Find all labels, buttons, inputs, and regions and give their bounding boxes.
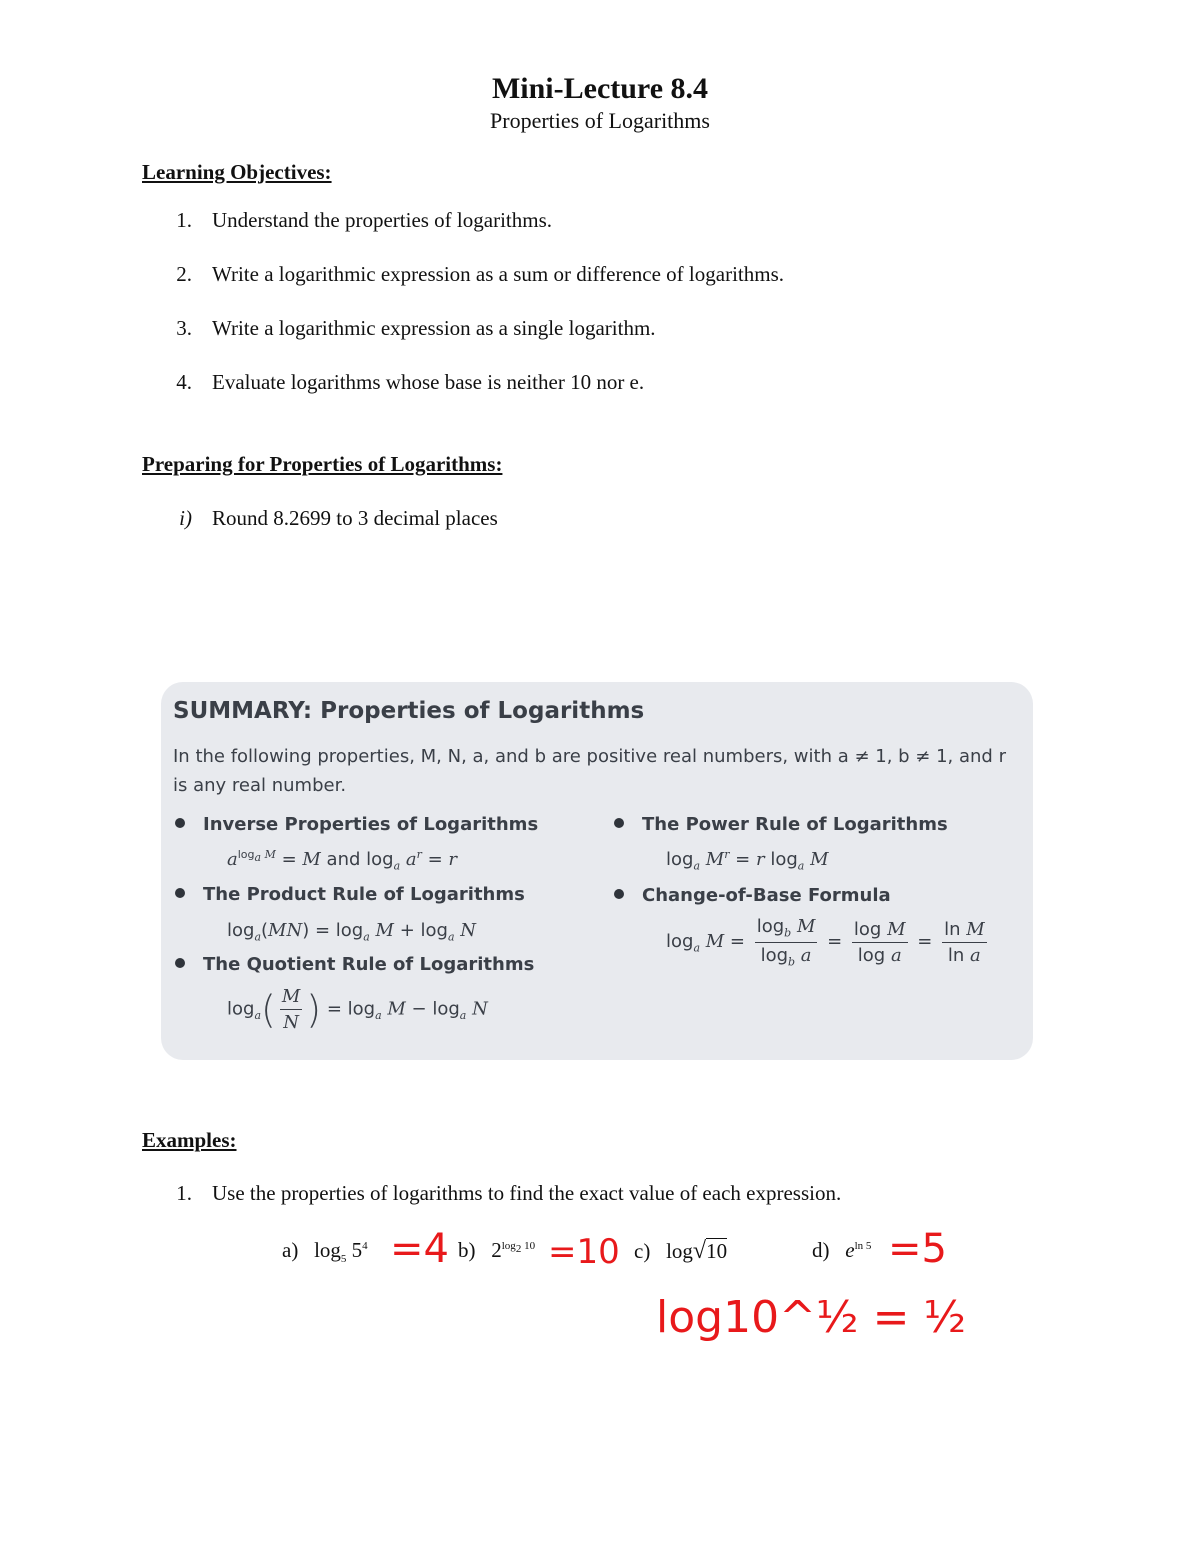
objective-item — [142, 370, 1042, 394]
formula-quotient: $\log_a$( $\frac{M}{N}$ ) = $\log_a M - \log_a N$ — [227, 986, 488, 1033]
part-label: a) — [282, 1238, 299, 1262]
part-label: b) — [458, 1238, 476, 1262]
objective-item — [142, 316, 1042, 340]
objective-text: Write a logarithmic expression as a single logarithm. — [212, 316, 656, 340]
formula-change-of-base: $\log_a M$ = $\frac{\log_b M}{\log_b a}$ = $\frac{\text{log M}}{\text{log a}}$ = $\frac{\text{ln M}}{\text{ln a}}$ — [666, 916, 985, 969]
rule-label: The Product Rule of Logarithms — [203, 884, 525, 905]
objective-number: 1. — [176, 208, 192, 232]
example-part-d: d) $e^{ln 5}$ — [812, 1238, 872, 1262]
objective-text: Evaluate logarithms whose base is neither 10 nor e. — [212, 370, 645, 394]
objective-number: 2. — [176, 262, 192, 286]
part-label: d) — [812, 1238, 830, 1262]
rule-product — [175, 884, 525, 905]
formula-power: $\log_a M^r = r$ $\log_a M$ — [666, 848, 829, 873]
bullet-icon — [175, 888, 185, 898]
rule-label: The Quotient Rule of Logarithms — [203, 954, 535, 975]
rule-inverse — [175, 814, 538, 835]
objective-text: Understand the properties of logarithms. — [212, 208, 552, 232]
rule-change-of-base — [614, 885, 891, 906]
preparing-heading: Preparing for Properties of Logarithms: — [142, 452, 503, 476]
handwritten-answer-c: log10^½ = ½ — [656, 1292, 967, 1343]
bullet-icon — [614, 818, 624, 828]
page-subtitle: Properties of Logarithms — [490, 108, 710, 133]
preparing-text: Round 8.2699 to 3 decimal places — [212, 506, 498, 530]
example-number: 1. — [176, 1181, 192, 1205]
part-label: c) — [634, 1239, 651, 1263]
example-text: Use the properties of logarithms to find the exact value of each expression. — [212, 1181, 842, 1205]
objective-number: 4. — [176, 370, 192, 394]
page-title: Mini-Lecture 8.4 — [491, 72, 709, 105]
example-item — [142, 1181, 1042, 1205]
summary-box — [161, 682, 1033, 1060]
preparing-number: i) — [179, 506, 192, 530]
objective-item — [142, 208, 1042, 232]
example-part-c: c) log√10 — [634, 1238, 728, 1264]
summary-title: SUMMARY: Properties of Logarithms — [173, 698, 645, 724]
objective-text: Write a logarithmic expression as a sum or difference of logarithms. — [212, 262, 785, 286]
objective-number: 3. — [176, 316, 192, 340]
objectives-heading: Learning Objectives: — [142, 160, 332, 184]
bullet-icon — [614, 889, 624, 899]
handwritten-answer-d: =5 — [888, 1226, 947, 1272]
rule-label: The Power Rule of Logarithms — [642, 814, 948, 835]
formula-inverse: $a^{log_a M} = M$ and $\log_a a^r = r$ — [227, 848, 457, 873]
bullet-icon — [175, 958, 185, 968]
rule-power — [614, 814, 948, 835]
summary-intro: In the following properties, M, N, a, and b are positive real numbers, with a ≠ 1, b ≠ 1, and r is any real number. — [173, 746, 1006, 796]
formula-product: $\log_a(MN) = \log_a M + \log_a N$ — [227, 920, 476, 944]
example-part-b: b) $2^{log_2 10}$ — [458, 1238, 536, 1262]
preparing-item — [142, 506, 1042, 530]
rule-label: Change-of-Base Formula — [642, 885, 891, 906]
handwritten-answer-b: =10 — [548, 1232, 620, 1272]
objective-item — [142, 262, 1042, 286]
bullet-icon — [175, 818, 185, 828]
handwritten-answer-a: =4 — [390, 1226, 449, 1272]
example-part-a: a) $\log_5 5^4$ — [282, 1238, 368, 1266]
rule-label: Inverse Properties of Logarithms — [203, 814, 539, 835]
examples-heading: Examples: — [142, 1128, 237, 1152]
rule-quotient — [175, 954, 534, 975]
